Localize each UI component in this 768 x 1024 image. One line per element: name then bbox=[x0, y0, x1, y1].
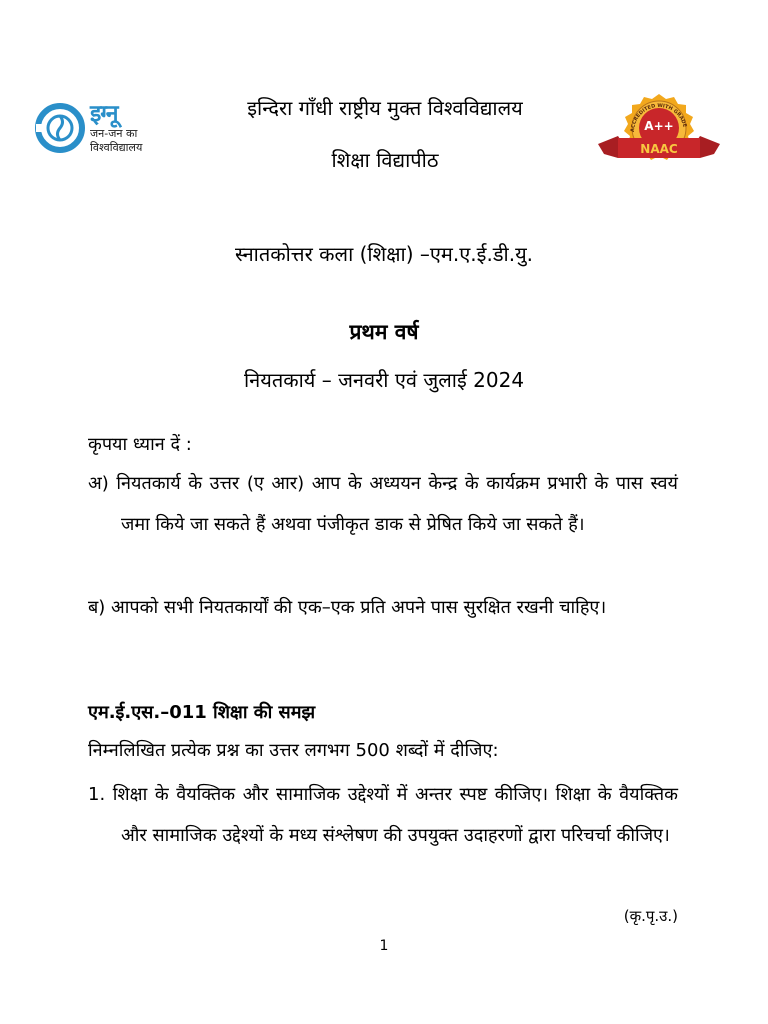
year-title: प्रथम वर्ष bbox=[349, 320, 419, 344]
ignou-logo bbox=[34, 96, 164, 162]
notice-heading: कृपया ध्यान दें : bbox=[88, 434, 192, 455]
programme-title: स्नातकोत्तर कला (शिक्षा) –एम.ए.ई.डी.यु. bbox=[234, 242, 534, 266]
assignment-title: नियतकार्य – जनवरी एवं जुलाई 2024 bbox=[243, 368, 525, 392]
please-turn-over: (कृ.पृ.उ.) bbox=[623, 907, 678, 925]
course-title: एम.ई.एस.–011 शिक्षा की समझ bbox=[88, 702, 316, 723]
notice-point-a: अ) नियतकार्य के उत्तर (ए आर) आप के अध्ययन केन्द्र के कार्यक्रम प्रभारी के पास स्वयं जमा किये जा सकते हैं अथवा पंजीकृत डाक से प्रेषित किये जा सकते हैं। bbox=[88, 473, 678, 535]
logo-brand-text: इग्नू bbox=[90, 101, 118, 127]
naac-grade: A++ bbox=[644, 119, 674, 133]
question-1: 1. शिक्षा के वैयक्तिक और सामाजिक उद्देश्यों में अन्तर स्पष्ट कीजिए। शिक्षा के वैयक्तिक और सामाजिक उद्देश्यों के मध्य संश्लेषण की उपयुक्त उदाहरणों द्वारा परिचर्चा कीजिए। bbox=[88, 784, 678, 846]
course-instruction: निम्नलिखित प्रत्येक प्रश्न का उत्तर लगभग 500 शब्दों में दीजिए: bbox=[88, 740, 499, 761]
naac-label: NAAC bbox=[640, 142, 678, 156]
logo-tagline bbox=[90, 127, 142, 155]
ignou-emblem-icon bbox=[34, 100, 86, 156]
logo-tagline-line-2: विश्वविद्यालय bbox=[90, 141, 143, 154]
naac-seal-icon bbox=[596, 92, 722, 174]
logo-tagline-line-1: जन-जन का bbox=[90, 127, 138, 140]
naac-badge bbox=[596, 92, 722, 174]
page-number: 1 bbox=[379, 938, 389, 954]
university-name: इन्दिरा गाँधी राष्ट्रीय मुक्त विश्वविद्यालय bbox=[247, 96, 523, 120]
notice-point-b: ब) आपको सभी नियतकार्यों की एक–एक प्रति अपने पास सुरक्षित रखनी चाहिए। bbox=[88, 597, 607, 618]
school-name: शिक्षा विद्यापीठ bbox=[331, 148, 439, 172]
naac-ring-text: ACCREDITED WITH GRADE bbox=[629, 102, 688, 133]
